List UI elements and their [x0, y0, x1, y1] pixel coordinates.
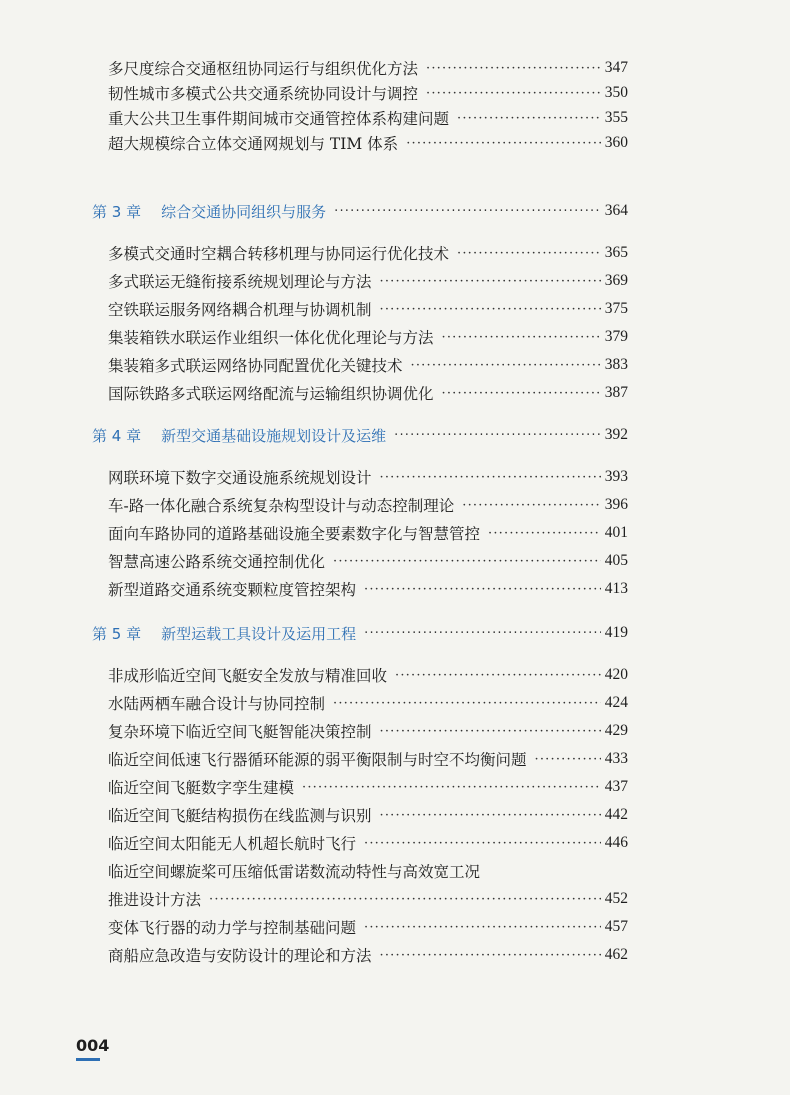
toc-entry-title: 临近空间低速飞行器循环能源的弱平衡限制与时空不均衡问题 — [108, 751, 527, 769]
leader-dots — [380, 724, 601, 739]
toc-entry-page: 433 — [604, 750, 628, 767]
toc-entry-title: 临近空间太阳能无人机超长航时飞行 — [108, 835, 357, 853]
leader-dots — [426, 86, 601, 101]
toc-entry[interactable] — [108, 268, 628, 294]
leader-dots — [364, 582, 601, 597]
toc-entry-title: 重大公共卫生事件期间城市交通管控体系构建问题 — [108, 110, 450, 128]
toc-entry-title: 变体飞行器的动力学与控制基础问题 — [108, 919, 357, 937]
toc-entry-page: 413 — [604, 580, 628, 597]
toc-entry-page: 401 — [604, 524, 628, 541]
chapter-page: 419 — [604, 624, 628, 641]
leader-dots — [488, 526, 601, 541]
leader-dots — [302, 780, 601, 795]
toc-entry-title: 多式联运无缝衔接系统规划理论与方法 — [108, 273, 372, 291]
toc-entry[interactable] — [108, 774, 628, 800]
toc-entry-title: 智慧高速公路系统交通控制优化 — [108, 553, 326, 571]
toc-entry-page: 405 — [604, 552, 628, 569]
toc-entry-page: 420 — [604, 666, 628, 683]
toc-entry[interactable] — [108, 662, 628, 688]
toc-entry-page: 442 — [604, 806, 628, 823]
chapter-title: 新型运载工具设计及运用工程 — [161, 624, 357, 643]
toc-entry-page: 446 — [604, 834, 628, 851]
toc-entry-title: 超大规模综合立体交通网规划与 TIM 体系 — [108, 135, 399, 153]
leader-dots — [395, 668, 601, 683]
toc-entry-title: 临近空间螺旋桨可压缩低雷诺数流动特性与高效宽工况 — [108, 863, 481, 881]
toc-entry[interactable] — [108, 830, 628, 856]
page-number: 004 — [76, 1036, 110, 1055]
toc-entry-title: 车-路一体化融合系统复杂构型设计与动态控制理论 — [108, 497, 455, 515]
toc-entry-title: 多模式交通时空耦合转移机理与协同运行优化技术 — [108, 245, 450, 263]
leader-dots — [462, 498, 601, 513]
toc-entry-page: 379 — [604, 328, 628, 345]
chapter-label: 第 3 章 — [92, 202, 142, 221]
leader-dots — [334, 204, 601, 219]
page-number-underline — [76, 1058, 100, 1061]
toc-entry[interactable] — [108, 858, 628, 884]
toc-entry-page: 462 — [604, 946, 628, 963]
toc-entry[interactable] — [108, 80, 628, 106]
toc-entry[interactable] — [108, 746, 628, 772]
toc-entry-title: 水陆两栖车融合设计与协同控制 — [108, 695, 326, 713]
toc-entry-page: 383 — [604, 356, 628, 373]
toc-entry-title: 多尺度综合交通枢纽协同运行与组织优化方法 — [108, 60, 419, 78]
chapter-heading[interactable] — [92, 198, 628, 224]
toc-entry[interactable] — [108, 464, 628, 490]
chapter-label: 第 5 章 — [92, 624, 142, 643]
leader-dots — [411, 358, 601, 373]
toc-entry-page: 396 — [604, 496, 628, 513]
toc-entry-page: 350 — [604, 84, 628, 101]
toc-entry-page: 429 — [604, 722, 628, 739]
leader-dots — [380, 274, 601, 289]
leader-dots — [442, 330, 601, 345]
chapter-page: 392 — [604, 426, 628, 443]
toc-entry-title: 临近空间飞艇结构损伤在线监测与识别 — [108, 807, 372, 825]
toc-entry-title: 国际铁路多式联运网络配流与运输组织协调优化 — [108, 385, 434, 403]
toc-entry[interactable] — [108, 240, 628, 266]
toc-entry-page: 424 — [604, 694, 628, 711]
leader-dots — [442, 386, 601, 401]
toc-entry-title: 集装箱多式联运网络协同配置优化关键技术 — [108, 357, 403, 375]
toc-entry[interactable] — [108, 690, 628, 716]
toc-entry[interactable] — [108, 718, 628, 744]
chapter-label: 第 4 章 — [92, 426, 142, 445]
toc-entry-title: 商船应急改造与安防设计的理论和方法 — [108, 947, 372, 965]
leader-dots — [380, 302, 601, 317]
toc-entry[interactable] — [108, 886, 628, 912]
toc-entry[interactable] — [108, 520, 628, 546]
chapter-heading[interactable] — [92, 422, 628, 448]
toc-entry[interactable] — [108, 802, 628, 828]
leader-dots — [394, 428, 601, 443]
toc-entry[interactable] — [108, 130, 628, 156]
toc-entry-page: 369 — [604, 272, 628, 289]
leader-dots — [333, 554, 601, 569]
toc-entry-title: 复杂环境下临近空间飞艇智能决策控制 — [108, 723, 372, 741]
toc-entry[interactable] — [108, 576, 628, 602]
chapter-heading[interactable] — [92, 620, 628, 646]
toc-entry[interactable] — [108, 105, 628, 131]
toc-entry-page: 375 — [604, 300, 628, 317]
leader-dots — [426, 61, 601, 76]
chapter-page: 364 — [604, 202, 628, 219]
toc-entry[interactable] — [108, 380, 628, 406]
toc-entry-title: 非成形临近空间飞艇安全发放与精准回收 — [108, 667, 388, 685]
leader-dots — [380, 948, 601, 963]
leader-dots — [364, 836, 601, 851]
toc-entry-title: 面向车路协同的道路基础设施全要素数字化与智慧管控 — [108, 525, 481, 543]
toc-entry-title: 新型道路交通系统变颗粒度管控架构 — [108, 581, 357, 599]
toc-entry-title: 韧性城市多模式公共交通系统协同设计与调控 — [108, 85, 419, 103]
toc-entry-page: 347 — [604, 59, 628, 76]
chapter-title: 综合交通协同组织与服务 — [161, 202, 327, 221]
toc-entry-page: 365 — [604, 244, 628, 261]
leader-dots — [380, 470, 601, 485]
leader-dots — [333, 696, 601, 711]
leader-dots — [364, 920, 601, 935]
toc-entry-page: 457 — [604, 918, 628, 935]
leader-dots — [457, 246, 601, 261]
leader-dots — [406, 136, 601, 151]
toc-entry[interactable] — [108, 548, 628, 574]
toc-entry-title: 网联环境下数字交通设施系统规划设计 — [108, 469, 372, 487]
toc-entry[interactable] — [108, 324, 628, 350]
leader-dots — [209, 892, 601, 907]
toc-entry[interactable] — [108, 296, 628, 322]
toc-entry-title: 推进设计方法 — [108, 891, 202, 909]
chapter-title: 新型交通基础设施规划设计及运维 — [161, 426, 387, 445]
leader-dots — [380, 808, 601, 823]
toc-entry[interactable] — [108, 942, 628, 968]
toc-entry[interactable] — [108, 352, 628, 378]
toc-entry-title: 临近空间飞艇数字孪生建模 — [108, 779, 295, 797]
leader-dots — [364, 626, 601, 641]
toc-entry[interactable] — [108, 492, 628, 518]
toc-entry-page: 437 — [604, 778, 628, 795]
toc-entry-page: 452 — [604, 890, 628, 907]
leader-dots — [457, 111, 601, 126]
toc-entry-page: 360 — [604, 134, 628, 151]
toc-entry-title: 空铁联运服务网络耦合机理与协调机制 — [108, 301, 372, 319]
toc-entry-page: 387 — [604, 384, 628, 401]
toc-entry-page: 393 — [604, 468, 628, 485]
toc-entry[interactable] — [108, 55, 628, 81]
toc-entry-title: 集装箱铁水联运作业组织一体化优化理论与方法 — [108, 329, 434, 347]
toc-entry[interactable] — [108, 914, 628, 940]
leader-dots — [535, 752, 601, 767]
toc-entry-page: 355 — [604, 109, 628, 126]
